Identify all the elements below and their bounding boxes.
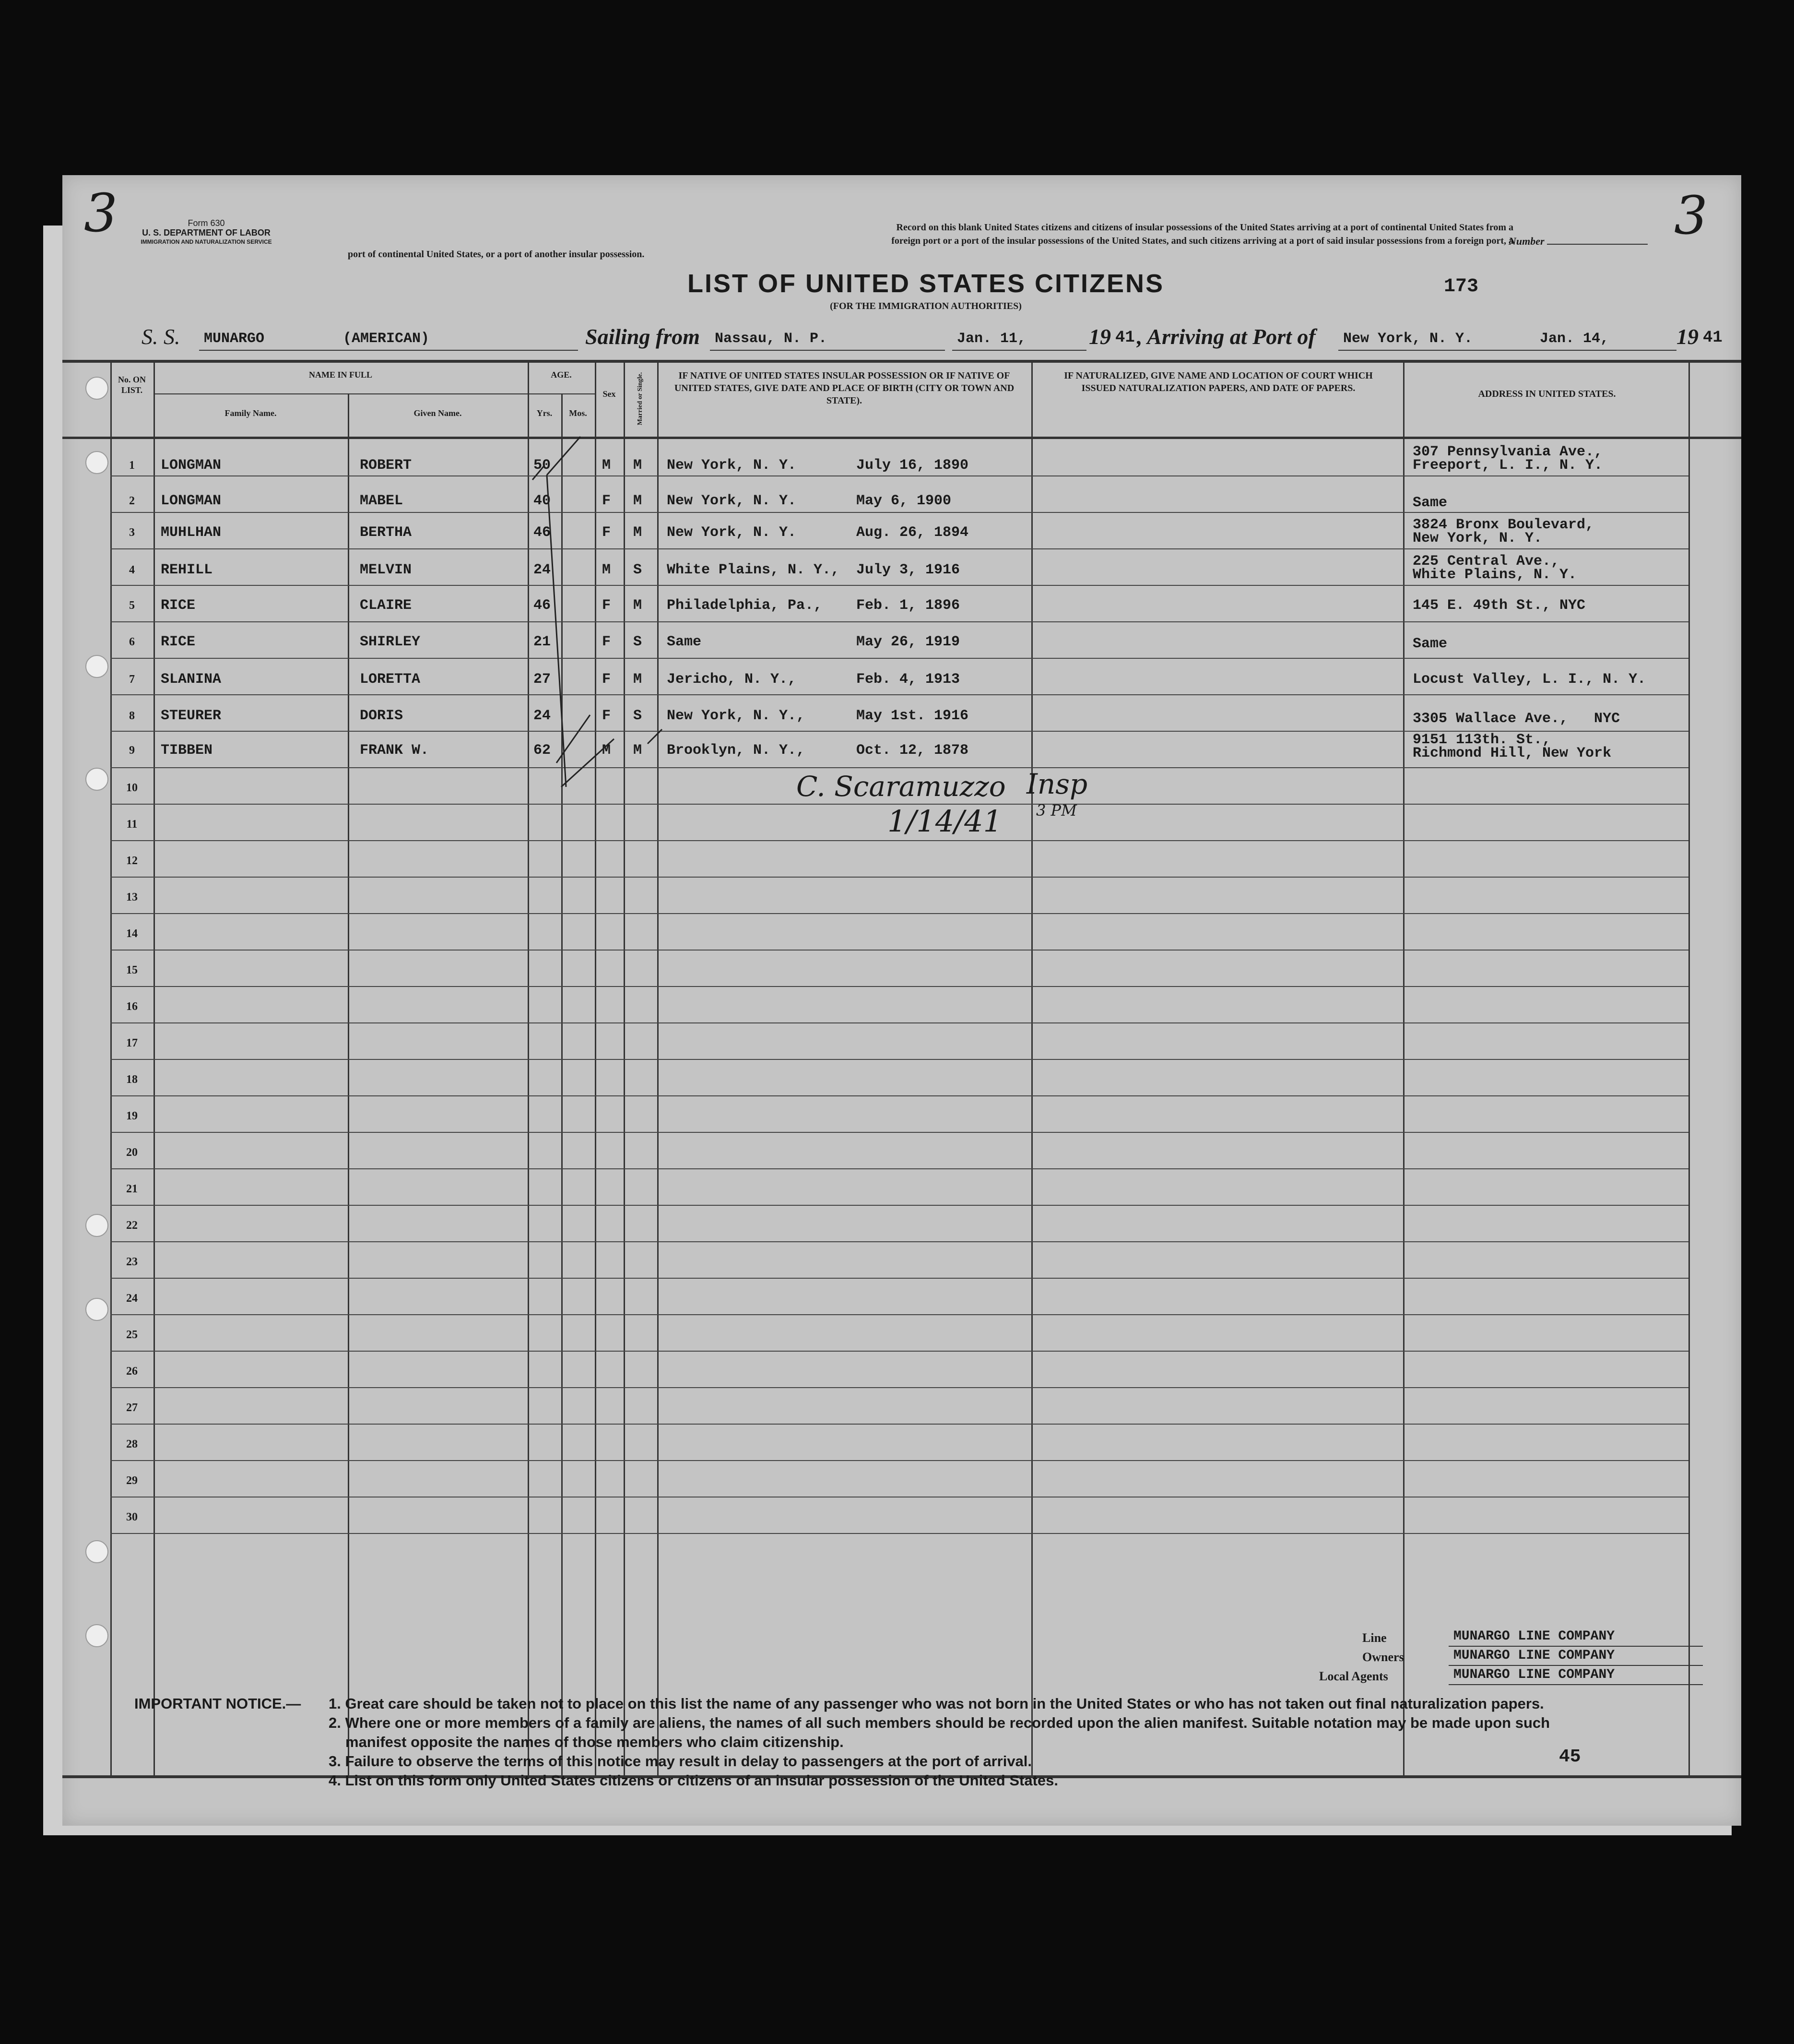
arrival-date: Jan. 14,	[1540, 331, 1609, 347]
header-family-name: Family Name.	[224, 408, 277, 418]
ship-flag: (AMERICAN)	[343, 331, 430, 347]
agents-value: MUNARGO LINE COMPANY	[1453, 1667, 1615, 1682]
row-number: 21	[126, 1183, 138, 1195]
corner-number-right: 3	[1674, 185, 1708, 246]
row-rule	[110, 1460, 1688, 1461]
header-mos: Mos.	[569, 408, 587, 418]
table-row	[62, 694, 1741, 731]
notice-item-3: 3. Failure to observe the terms of this notice may result in delay to passengers at the port of arrival.	[329, 1753, 1032, 1770]
family-name: SLANINA	[161, 671, 222, 688]
address-line-2: Freeport, L. I., N. Y.	[1413, 457, 1603, 474]
table-row	[62, 621, 1741, 658]
notice-item-1: 1. Great care should be taken not to place on this list the name of any passenger who was not born in the United States or who has not taken out final naturalization papers.	[329, 1695, 1544, 1712]
voyage-line	[142, 324, 1724, 353]
sex: F	[602, 493, 611, 509]
page-number: 173	[1444, 276, 1479, 297]
given-name: BERTHA	[360, 524, 412, 541]
number-label-text: Number	[1509, 235, 1545, 247]
row-number: 4	[129, 564, 135, 576]
line-info	[1271, 1629, 1703, 1687]
header-name-rule	[153, 393, 528, 394]
address-line-2: New York, N. Y.	[1413, 530, 1543, 547]
given-name: SHIRLEY	[360, 634, 421, 650]
marital-status: S	[633, 634, 642, 650]
header-address: ADDRESS IN UNITED STATES.	[1478, 389, 1616, 399]
family-name: REHILL	[161, 562, 213, 578]
intro-line: Record on this blank United States citizens and citizens of insular possessions of the United States arriving at a port of continental United States from a	[896, 222, 1513, 233]
marital-status: M	[633, 597, 642, 614]
age-years: 50	[533, 457, 551, 474]
intro-line: port of continental United States, or a port of another insular possession.	[348, 249, 645, 260]
header-name-in-full: NAME IN FULL	[308, 370, 372, 380]
given-name: CLAIRE	[360, 597, 412, 614]
age-years: 46	[533, 597, 551, 614]
address-line-2: White Plains, N. Y.	[1413, 567, 1577, 583]
row-rule	[110, 1059, 1688, 1060]
row-number: 6	[129, 636, 135, 648]
address-line-2: Same	[1413, 636, 1448, 652]
row-rule	[110, 1351, 1688, 1352]
birth-date: July 3, 1916	[856, 562, 960, 578]
number-label	[1509, 235, 1648, 248]
notice-item-4: 4. List on this form only United States citizens or citizens of an insular possession of the United States.	[329, 1772, 1058, 1789]
row-number: 23	[126, 1256, 138, 1268]
marital-status: S	[633, 708, 642, 724]
table-row	[62, 658, 1741, 694]
family-name: STEURER	[161, 708, 222, 724]
given-name: FRANK W.	[360, 742, 429, 759]
page-subtitle: (FOR THE IMMIGRATION AUTHORITIES)	[830, 301, 1022, 311]
row-number: 13	[126, 891, 138, 903]
family-name: TIBBEN	[161, 742, 213, 759]
row-number: 5	[129, 599, 135, 612]
family-name: RICE	[161, 634, 196, 650]
manifest-table	[62, 360, 1741, 1790]
birth-date: May 26, 1919	[856, 634, 960, 650]
sailing-label: Sailing from	[585, 324, 700, 349]
given-name: LORETTA	[360, 671, 421, 688]
row-number: 26	[126, 1365, 138, 1378]
sex: F	[602, 524, 611, 541]
header-no: No. ON LIST.	[118, 375, 146, 395]
voyage-blank	[952, 350, 1086, 351]
row-rule	[110, 877, 1688, 878]
sex: M	[602, 562, 611, 578]
row-rule	[110, 1387, 1688, 1388]
notice-item-2-continued: manifest opposite the names of those members who claim citizenship.	[345, 1734, 844, 1750]
form-department: U. S. DEPARTMENT OF LABOR	[142, 228, 271, 238]
row-rule	[110, 913, 1688, 914]
address-line-2: 3305 Wallace Ave., NYC	[1413, 711, 1620, 727]
birth-place: White Plains, N. Y.,	[667, 562, 840, 578]
row-number: 30	[126, 1511, 138, 1523]
line-label: Line	[1362, 1631, 1387, 1645]
page-title: LIST OF UNITED STATES CITIZENS	[687, 269, 1164, 298]
header-birth: IF NATIVE OF UNITED STATES INSULAR POSSESSION OR IF NATIVE OF UNITED STATES, GIVE DATE AND PLACE OF BIRTH (CITY OR TOWN AND STATE).	[674, 370, 1015, 406]
header-naturalized: IF NATURALIZED, GIVE NAME AND LOCATION OF COURT WHICH ISSUED NATURALIZATION PAPERS, AND DATE OF PAPERS.	[1064, 370, 1373, 393]
row-rule	[110, 1314, 1688, 1315]
table-row	[62, 512, 1741, 548]
table-row	[62, 585, 1741, 621]
family-name: MUHLHAN	[161, 524, 222, 541]
sailing-year: 41	[1115, 329, 1135, 347]
header-married-single: Married or Single.	[637, 372, 644, 426]
row-number: 16	[126, 1000, 138, 1013]
given-name: ROBERT	[360, 457, 412, 474]
row-number: 11	[126, 818, 138, 831]
marital-status: M	[633, 524, 642, 541]
row-number: 7	[129, 673, 135, 686]
sex: M	[602, 457, 611, 474]
row-rule	[110, 1424, 1688, 1425]
number-blank	[1547, 244, 1648, 245]
sailing-port: Nassau, N. P.	[715, 331, 827, 347]
row-number: 29	[126, 1474, 138, 1487]
row-rule	[110, 840, 1688, 841]
notice-item-2: 2. Where one or more members of a family are aliens, the names of all such members should be recorded upon the alien manifest. Suitable notation may be made upon such	[329, 1714, 1550, 1731]
age-years: 40	[533, 493, 551, 509]
row-number: 24	[126, 1292, 138, 1305]
arriving-label: , Arriving at Port of	[1137, 324, 1316, 349]
family-name: RICE	[161, 597, 196, 614]
inspector-signature: C. Scaramuzzo	[796, 770, 1006, 803]
row-rule	[110, 950, 1688, 951]
intro-paragraph	[348, 221, 1513, 261]
birth-place: Philadelphia, Pa.,	[667, 597, 823, 614]
address-line-1: 307 Pennsylvania Ave.,	[1413, 444, 1603, 460]
marital-status: M	[633, 493, 642, 509]
given-name: MELVIN	[360, 562, 412, 578]
owners-label: Owners	[1362, 1650, 1404, 1664]
table-row	[62, 731, 1741, 767]
birth-date: May 6, 1900	[856, 493, 952, 509]
line-row	[1271, 1629, 1703, 1648]
owners-row	[1271, 1648, 1703, 1667]
sex: F	[602, 671, 611, 688]
row-number: 8	[129, 710, 135, 722]
inspection-time: 3 PM	[1036, 801, 1077, 820]
intro-line: foreign port or a port of the insular possessions of the United States, and such citizens arriving at a port of said insular possessions from a foreign port, a	[891, 236, 1513, 246]
voyage-blank	[1338, 350, 1676, 351]
inspection-date: 1/14/41	[887, 804, 1003, 839]
birth-place: Brooklyn, N. Y.,	[667, 742, 805, 759]
agents-blank	[1449, 1684, 1703, 1685]
birth-date: Aug. 26, 1894	[856, 524, 969, 541]
line-value: MUNARGO LINE COMPANY	[1453, 1629, 1615, 1644]
row-number: 9	[129, 744, 135, 757]
ship-name: MUNARGO	[204, 331, 265, 347]
table-row	[62, 439, 1741, 475]
row-number: 27	[126, 1402, 138, 1414]
age-years: 21	[533, 634, 551, 650]
notice-label: IMPORTANT NOTICE.—	[134, 1695, 301, 1712]
form-number: Form 630	[188, 218, 225, 228]
agents-label: Local Agents	[1319, 1669, 1388, 1683]
row-rule	[110, 1168, 1688, 1169]
address-line-2: Richmond Hill, New York	[1413, 745, 1612, 761]
agents-row	[1271, 1667, 1703, 1687]
birth-place: New York, N. Y.	[667, 493, 797, 509]
header-age: AGE.	[551, 370, 572, 380]
owners-blank	[1449, 1665, 1703, 1666]
family-name: LONGMAN	[161, 493, 222, 509]
birth-place: New York, N. Y.	[667, 457, 797, 474]
age-years: 46	[533, 524, 551, 541]
sailing-date: Jan. 11,	[957, 331, 1027, 347]
row-number: 15	[126, 964, 138, 976]
row-rule	[110, 1022, 1688, 1023]
given-name: DORIS	[360, 708, 403, 724]
birth-place: Same	[667, 634, 702, 650]
row-number: 28	[126, 1438, 138, 1450]
marital-status: M	[633, 742, 642, 759]
arrival-year-prefix: 19	[1676, 324, 1699, 349]
header-sex: Sex	[602, 389, 616, 399]
line-blank	[1449, 1646, 1703, 1647]
birth-date: Feb. 1, 1896	[856, 597, 960, 614]
birth-place: New York, N. Y.	[667, 524, 797, 541]
row-rule	[110, 1241, 1688, 1242]
row-rule	[110, 1132, 1688, 1133]
row-number: 14	[126, 927, 138, 940]
row-number: 25	[126, 1329, 138, 1341]
header-given-name: Given Name.	[413, 408, 462, 418]
header-yrs: Yrs.	[536, 408, 553, 418]
sex: F	[602, 597, 611, 614]
age-years: 27	[533, 671, 551, 688]
sex: M	[602, 742, 611, 759]
age-years: 62	[533, 742, 551, 759]
address-line-2: 145 E. 49th St., NYC	[1413, 597, 1586, 614]
birth-place: New York, N. Y.,	[667, 708, 805, 724]
birth-date: May 1st. 1916	[856, 708, 969, 724]
row-rule	[110, 767, 1688, 768]
ss-label: S. S.	[142, 324, 180, 349]
address-line-1: 9151 113th. St.,	[1413, 732, 1551, 748]
address-line-2: Same	[1413, 495, 1448, 511]
sailing-year-prefix: 19	[1089, 324, 1111, 349]
marital-status: S	[633, 562, 642, 578]
row-number: 12	[126, 855, 138, 867]
address-line-1: 225 Central Ave.,	[1413, 553, 1560, 570]
given-name: MABEL	[360, 493, 403, 509]
address-line-1: 3824 Bronx Boulevard,	[1413, 517, 1594, 533]
row-number: 10	[126, 782, 138, 794]
row-number: 1	[129, 459, 135, 472]
sex: F	[602, 708, 611, 724]
row-rule	[110, 1095, 1688, 1096]
birth-date: Oct. 12, 1878	[856, 742, 969, 759]
voyage-blank	[199, 350, 578, 351]
birth-date: Feb. 4, 1913	[856, 671, 960, 688]
age-years: 24	[533, 708, 551, 724]
marital-status: M	[633, 671, 642, 688]
row-rule	[110, 1278, 1688, 1279]
corner-number-left: 3	[84, 182, 118, 244]
table-row	[62, 475, 1741, 512]
age-check-marks	[518, 432, 676, 796]
row-rule	[110, 986, 1688, 987]
inspector-title: Insp	[1027, 768, 1088, 800]
table-row	[62, 548, 1741, 585]
arrival-port: New York, N. Y.	[1343, 331, 1473, 347]
row-number: 20	[126, 1146, 138, 1159]
table-top-rule	[62, 360, 1741, 363]
row-rule	[110, 1205, 1688, 1206]
family-name: LONGMAN	[161, 457, 222, 474]
birth-place: Jericho, N. Y.,	[667, 671, 797, 688]
row-number: 22	[126, 1219, 138, 1232]
birth-date: July 16, 1890	[856, 457, 969, 474]
manifest-sheet	[62, 175, 1741, 1826]
row-number: 17	[126, 1037, 138, 1049]
row-number: 19	[126, 1110, 138, 1122]
arrival-year: 41	[1703, 329, 1723, 347]
row-number: 18	[126, 1073, 138, 1086]
address-line-2: Locust Valley, L. I., N. Y.	[1413, 671, 1646, 688]
voyage-blank	[710, 350, 945, 351]
row-rule	[110, 1533, 1688, 1534]
passenger-total: 45	[1559, 1747, 1581, 1767]
marital-status: M	[633, 457, 642, 474]
age-years: 24	[533, 562, 551, 578]
form-service: IMMIGRATION AND NATURALIZATION SERVICE	[141, 238, 272, 245]
sex: F	[602, 634, 611, 650]
row-number: 2	[129, 495, 135, 507]
row-number: 3	[129, 526, 135, 539]
owners-value: MUNARGO LINE COMPANY	[1453, 1648, 1615, 1663]
